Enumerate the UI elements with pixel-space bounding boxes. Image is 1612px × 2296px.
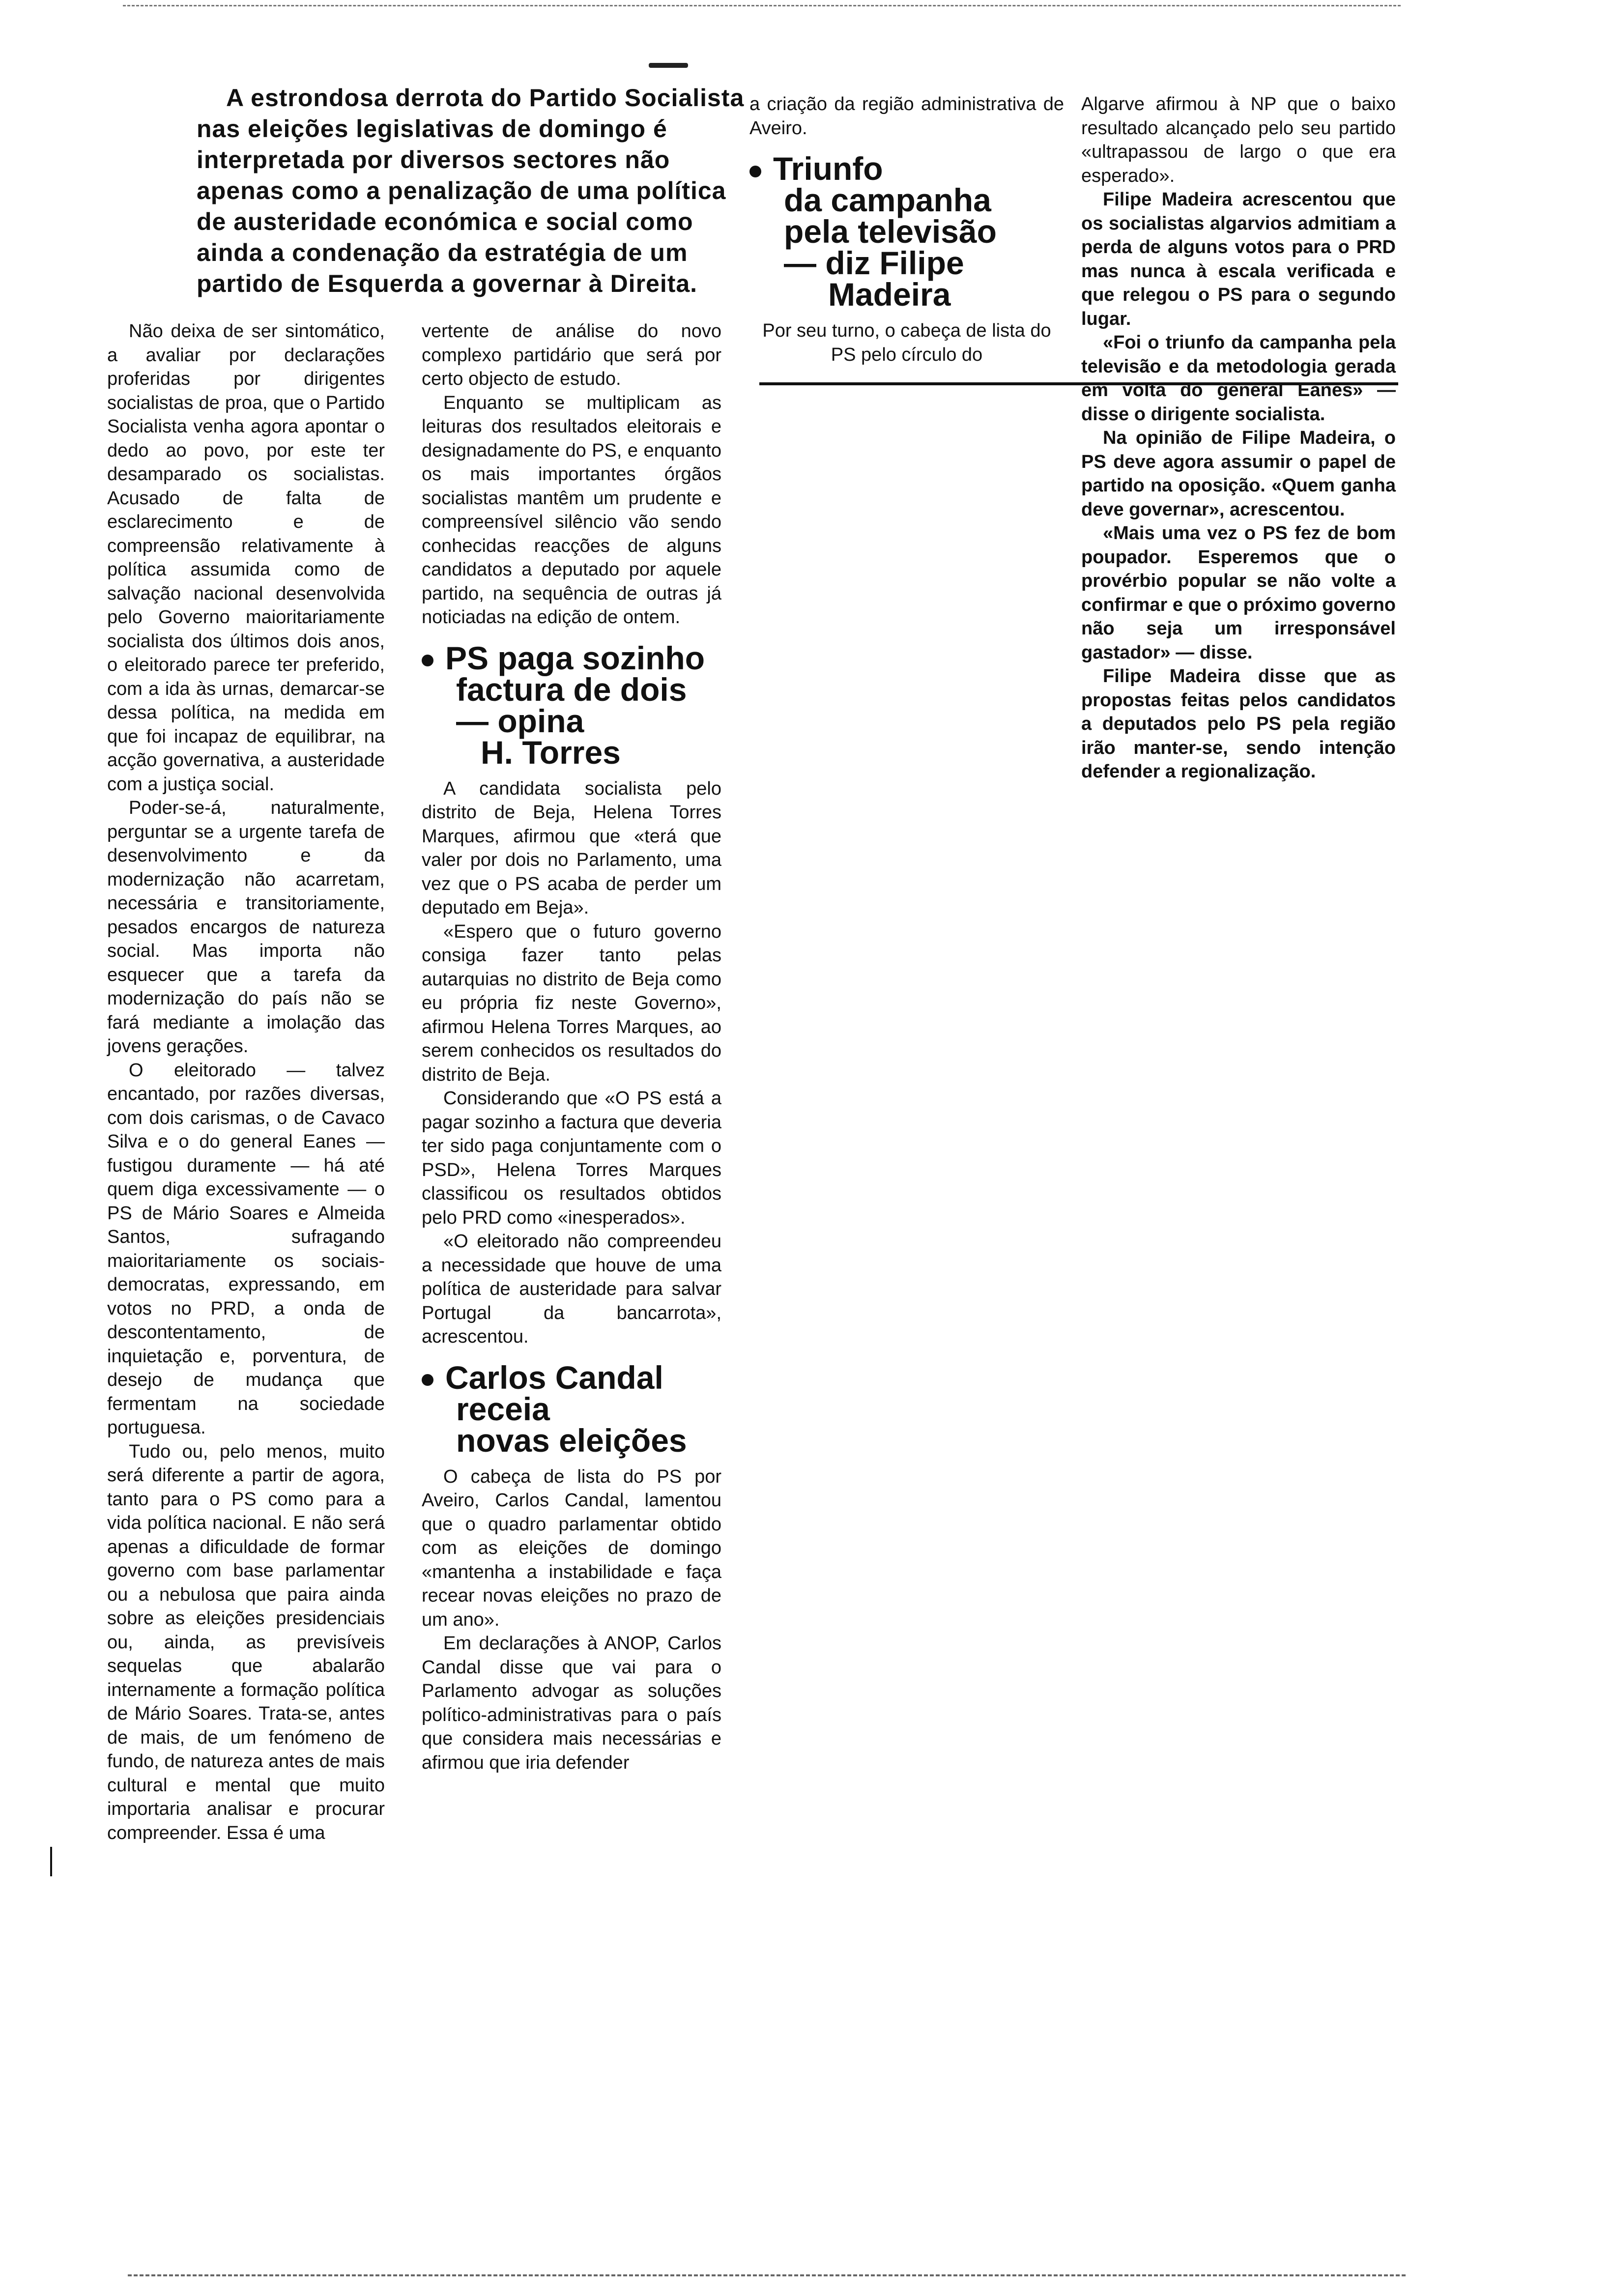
column-1 [107,319,385,1845]
subheading-triunfo [749,150,1064,313]
subheading-line: factura de dois [456,671,687,708]
subheading-line: H. Torres [481,734,621,771]
column-4-paragraph: Na opinião de Filipe Madeira, o PS deve agora assumir o papel de partido na oposição. «Quem ganha deve governar», acrescentou. [1081,428,1396,520]
bullet-icon [749,166,761,177]
subheading-line: receia [456,1390,550,1427]
column-3-paragraph: a criação da região administrativa de Aveiro. [749,94,1064,139]
margin-mark [50,1847,52,1876]
column-2-paragraph: Enquanto se multiplicam as leituras dos resultados eleitorais e designadamente do PS, e enquanto os mais importantes órgãos socialistas mantêm um prudente e compreensível silêncio vão sendo conhecidas reacções de alguns candidatos a deputado por aquele partido, na sequência de outras já noticiadas na edição de ontem. [422,392,721,628]
subheading-line: Triunfo [773,150,883,187]
column-4-paragraph: Algarve afirmou à NP que o baixo resultado alcançado pelo seu partido «ultrapassou de largo o que era esperado». [1081,94,1396,186]
column-2-paragraph: vertente de análise do novo complexo partidário que será por certo objecto de estudo. [422,321,721,389]
column-2-paragraph: «O eleitorado não compreendeu a necessidade que houve de uma política de austeridade para salvar Portugal da bancarrota», acrescentou. [422,1231,721,1347]
bullet-icon [422,1374,433,1386]
subheading-line: da campanha [784,182,991,218]
column-4-paragraph: «Mais uma vez o PS fez de bom poupador. Esperemos que o provérbio popular se não volte a confirmar e que o próximo governo não seja um irresponsável gastador» — disse. [1081,523,1396,663]
subheading-line: — diz Filipe [784,245,964,281]
column-2-paragraph: Considerando que «O PS está a pagar sozinho a factura que deveria ter sido paga conjuntamente com o PSD», Helena Torres Marques classificou os resultados obtidos pelo PRD como «inesperados». [422,1088,721,1228]
column-1-paragraph: Não deixa de ser sintomático, a avaliar por declarações proferidas por dirigentes socialistas de proa, que o Partido Socialista venha agora apontar o dedo ao povo, por este ter desamparado os socialistas. Acusado de falta de esclarecimento e de compreensão relativamente à política assumida como de salvação nacional desenvolvida pelo Governo maioritariamente socialista dos últimos dois anos, o eleitorado parece ter preferido, com a ida às urnas, demarcar-se dessa política, na medida em que foi incapaz de equilibrar, na acção governativa, a austeridade com a justiça social. [107,321,385,795]
column-4-paragraph: Filipe Madeira disse que as propostas feitas pelos candidatos a deputados pelo PS pela região irão manter-se, sendo intenção defender a regionalização. [1081,666,1396,782]
column-2-paragraph: O cabeça de lista do PS por Aveiro, Carlos Candal, lamentou que o quadro parlamentar obtido com as eleições de domingo «mantenha a instabilidade e faça recear novas eleições no prazo de um ano». [422,1466,721,1630]
bottom-dashed-edge [128,2274,1406,2276]
subheading-line: novas eleições [456,1422,687,1459]
column-2 [422,319,721,1775]
column-1-paragraph: Poder-se-á, naturalmente, perguntar se a urgente tarefa de desenvolvimento e da modernização não acarretam, necessária e transitoriamente, pesados encargos de natureza social. Mas importa não esquecer que a tarefa da modernização do país não se fará mediante a imolação das jovens gerações. [107,798,385,1057]
column-4 [1081,92,1396,784]
lead-paragraph [197,83,747,299]
column-4-paragraph: «Foi o triunfo da campanha pela televisão e da metodologia gerada em volta do general Eanes» — disse o dirigente socialista. [1081,332,1396,425]
subheading-line: Carlos Candal [445,1359,663,1396]
column-3-paragraph: Por seu turno, o cabeça de lista do PS pelo círculo do [762,320,1051,365]
subheading-line: — opina [456,702,584,739]
subheading-ps-paga-sozinho [422,639,721,771]
column-2-paragraph: Em declarações à ANOP, Carlos Candal disse que vai para o Parlamento advogar as soluções político-administrativas para o país que considera mais necessárias e afirmou que iria defender [422,1633,721,1773]
column-3 [749,92,1064,367]
subheading-carlos-candal [422,1359,721,1459]
column-1-paragraph: O eleitorado — talvez encantado, por razões diversas, com dois carismas, o de Cavaco Silva e o do general Eanes — fustigou duramente — há até quem diga excessivamente — o PS de Mário Soares e Almeida Santos, sufragando maioritariamente os sociais-democratas, expressando, em votos no PRD, a onda de descontentamento, de inquietação e, porventura, de desejo de mudança que fermentam na sociedade portuguesa. [107,1060,385,1438]
subheading-line: pela televisão [784,213,997,250]
print-smudge [649,63,688,68]
bullet-icon [422,655,433,666]
subheading-line: PS paga sozinho [445,639,705,676]
lead-text: A estrondosa derrota do Partido Socialista nas eleições legislativas de domingo é interpretada por diversos sectores não apenas como a penalização de uma política de austeridade económica e social como ainda a condenação da estratégia de um partido de Esquerda a governar à Direita. [197,84,745,297]
column-2-paragraph: A candidata socialista pelo distrito de Beja, Helena Torres Marques, afirmou que «terá que valer por dois no Parlamento, uma vez que o PS acaba de perder um deputado em Beja». [422,778,721,918]
column-4-paragraph: Filipe Madeira acrescentou que os socialistas algarvios admitiam a perda de alguns votos para o PRD mas nunca à escala verificada e que relegou o PS para o segundo lugar. [1081,189,1396,329]
top-dashed-edge [123,5,1401,6]
subheading-line: Madeira [828,276,951,313]
column-2-paragraph: «Espero que o futuro governo consiga fazer tanto pelas autarquias no distrito de Beja como eu própria fiz neste Governo», afirmou Helena Torres Marques, ao serem conhecidos os resultados do distrito de Beja. [422,921,721,1085]
column-1-paragraph: Tudo ou, pelo menos, muito será diferente a partir de agora, tanto para o PS como para a vida política nacional. E não será apenas a dificuldade de formar governo com base parlamentar ou a nebulosa que paira ainda sobre as eleições presidenciais ou, ainda, as previsíveis sequelas que abalarão internamente a formação política de Mário Soares. Trata-se, antes de mais, de um fenómeno de fundo, de natureza antes de mais cultural e mental que muito importaria analisar e procurar compreender. Essa é uma [107,1441,385,1843]
